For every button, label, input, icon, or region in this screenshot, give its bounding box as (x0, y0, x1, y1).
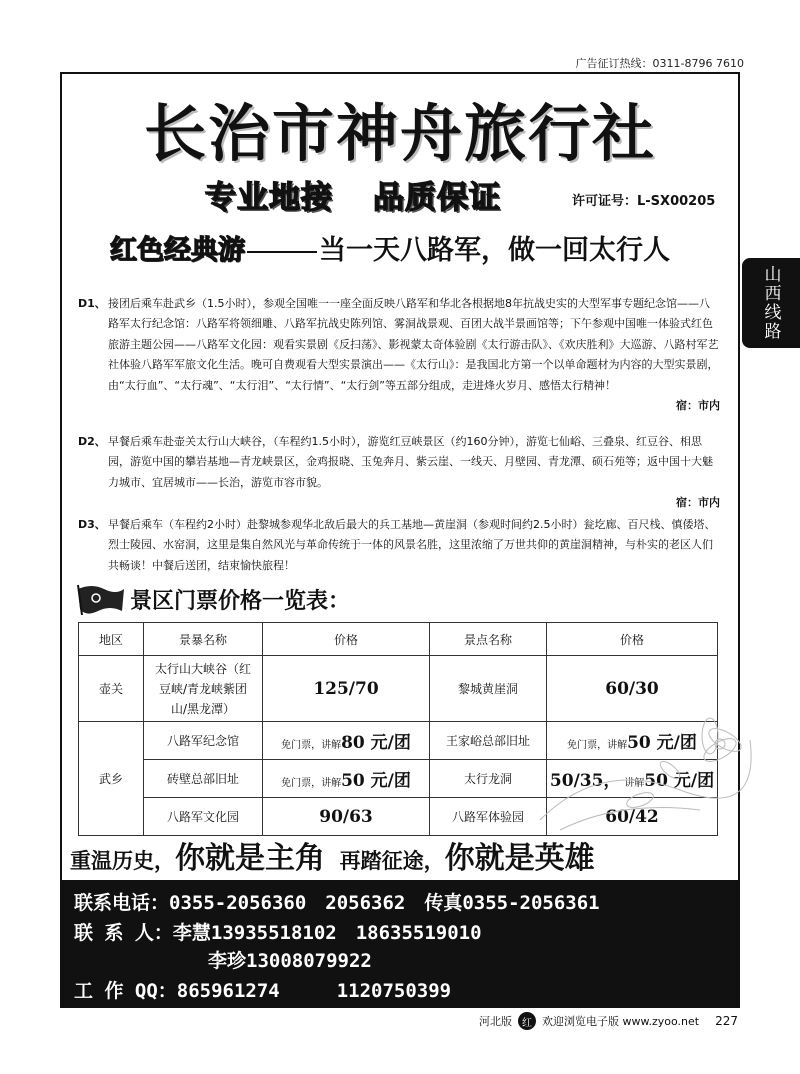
day-stay: 宿：市内 (676, 399, 720, 413)
motto (70, 833, 595, 877)
agency-title: 长治市神舟旅行社 (143, 97, 656, 170)
ad-hotline: 广告征订热线：0311-8796 7610 (575, 57, 744, 70)
header-scenic-name: 景暴名称 (144, 623, 263, 656)
price-cell: 免门票，讲解80 元/团 (263, 722, 430, 760)
scenic-name-cell: 太行山大峡谷（红豆峡/青龙峡紫团山/黑龙潭） (144, 656, 263, 722)
price-cell: 60/42 (547, 798, 718, 836)
header-spot-name: 景点名称 (430, 623, 547, 656)
ticket-table-title: 景区门票价格一览表： (130, 588, 351, 614)
contact-qq: 工 作 QQ：865961274 1120750399 (74, 980, 452, 1002)
slogan (205, 172, 501, 217)
day-description: 早餐后乘车（车程约2小时）赴黎城参观华北敌后最大的兵工基地—黄崖洞（参观时间约2.5小时）瓮圪廊、百尺栈、慎倭塔、烈士陵园、水窑洞，这里是集自然风光与革命传统于一体的风景名胜，这里浓缩了万世共仰的黄崖洞精神，与朴实的老区人们共畅谈！中餐后送团，结束愉快旅程！ (108, 518, 716, 572)
page-number: 227 (715, 1014, 738, 1028)
scenic-name-cell: 砖壁总部旧址 (144, 760, 263, 798)
red-tour-text: 当一天八路军，做一回太行人 (319, 235, 670, 266)
slogan-local: 专业地接 (205, 180, 333, 216)
scenic-name-cell: 八路军纪念馆 (144, 722, 263, 760)
day-description: 早餐后乘车赴壶关太行山大峡谷，（车程约1.5小时），游览红豆峡景区（约160分钟），游览七仙峪、三叠泉、红豆谷、相思园，游览中国的攀岩基地—青龙峡景区，金鸡报晓、玉兔奔月、紫云崖、一线天、月壁园、青龙潭、硕石苑等；返中国十大魅力城市、宜居城市——长治，游览市容市貌。 (108, 435, 713, 489)
edition-label: 河北版 (479, 1015, 513, 1028)
license-number: 许可证号：L-SX00205 (572, 194, 716, 209)
price-cell: 免门票，讲解50 元/团 (263, 760, 430, 798)
day-stay: 宿：市内 (676, 496, 720, 510)
price-cell: 90/63 (263, 798, 430, 836)
day-description: 接团后乘车赴武乡（1.5小时），参观全国唯一一座全面反映八路军和华北各根据地8年抗战史实的大型军事专题纪念馆——八路军太行纪念馆：八路军将领细雕、八路军抗战史陈列馆、雾洞战景观、百团大战半景画馆等；下午参观中国唯一体验式红色旅游主题公园——八路军文化园：观看实景剧《反扫荡》、影视蒙太奇体验剧《太行游击队》、《欢庆胜利》大巡游、八路村军艺社体验八路军军旅文化生活。晚可自费观看大型实景演出——《太行山》：是我国北方第一个以单命题材为内容的大型实景剧，由“太行血”、“太行魂”、“太行泪”、“太行情”、“太行剑”等五部分组成，走进烽火岁月、感悟太行精神！ (108, 297, 719, 392)
contact-person-2: 李珍13008079922 (208, 950, 372, 972)
itinerary-day-3 (78, 515, 720, 576)
scenic-name-cell: 八路军文化园 (144, 798, 263, 836)
decorative-flower-icon (520, 700, 760, 840)
red-tour-prefix: 红色经典游 (110, 235, 245, 266)
motto-part-3: 再踏征途， (339, 849, 445, 873)
price-cell: 125/70 (263, 656, 430, 722)
day-label: D2、 (78, 435, 106, 448)
table-header-row (79, 623, 718, 656)
spot-name-cell: 八路军体验园 (430, 798, 547, 836)
header-price: 价格 (263, 623, 430, 656)
side-tab-shanxi-routes[interactable]: 山西线路 (742, 258, 800, 348)
contact-block (62, 880, 738, 1006)
region-cell: 壶关 (79, 656, 144, 722)
ticket-heading (74, 583, 350, 615)
region-cell: 武乡 (79, 722, 144, 836)
price-cell: 50/35， 讲解50 元/团 (547, 760, 718, 798)
spot-name-cell: 太行龙洞 (430, 760, 547, 798)
spot-name-cell: 黎城黄崖洞 (430, 656, 547, 722)
itinerary-day-2 (78, 432, 720, 514)
page-footer (479, 1012, 738, 1030)
price-cell: 免门票，讲解50 元/团 (547, 722, 718, 760)
red-tour-heading (110, 228, 670, 267)
itinerary-day-1 (78, 294, 720, 416)
motto-part-4: 你就是英雄 (444, 841, 595, 876)
edition-badge: 红 (518, 1012, 536, 1030)
motto-part-1: 重温历史， (70, 849, 175, 873)
header-price-2: 价格 (547, 623, 718, 656)
contact-phone: 联系电话：0355-2056360 2056362 传真0355-2056361 (74, 892, 600, 914)
red-flag-icon (74, 583, 126, 615)
slogan-quality: 品质保证 (373, 180, 501, 216)
header-region: 地区 (79, 623, 144, 656)
motto-part-2: 你就是主角 (175, 841, 325, 876)
contact-person-1: 联 系 人：李慧13935518102 18635519010 (74, 922, 482, 944)
day-label: D1、 (78, 297, 106, 310)
spot-name-cell: 王家峪总部旧址 (430, 722, 547, 760)
footer-link[interactable]: 欢迎浏览电子版 www.zyoo.net (542, 1015, 700, 1028)
day-label: D3、 (78, 518, 106, 531)
price-cell: 60/30 (547, 656, 718, 722)
